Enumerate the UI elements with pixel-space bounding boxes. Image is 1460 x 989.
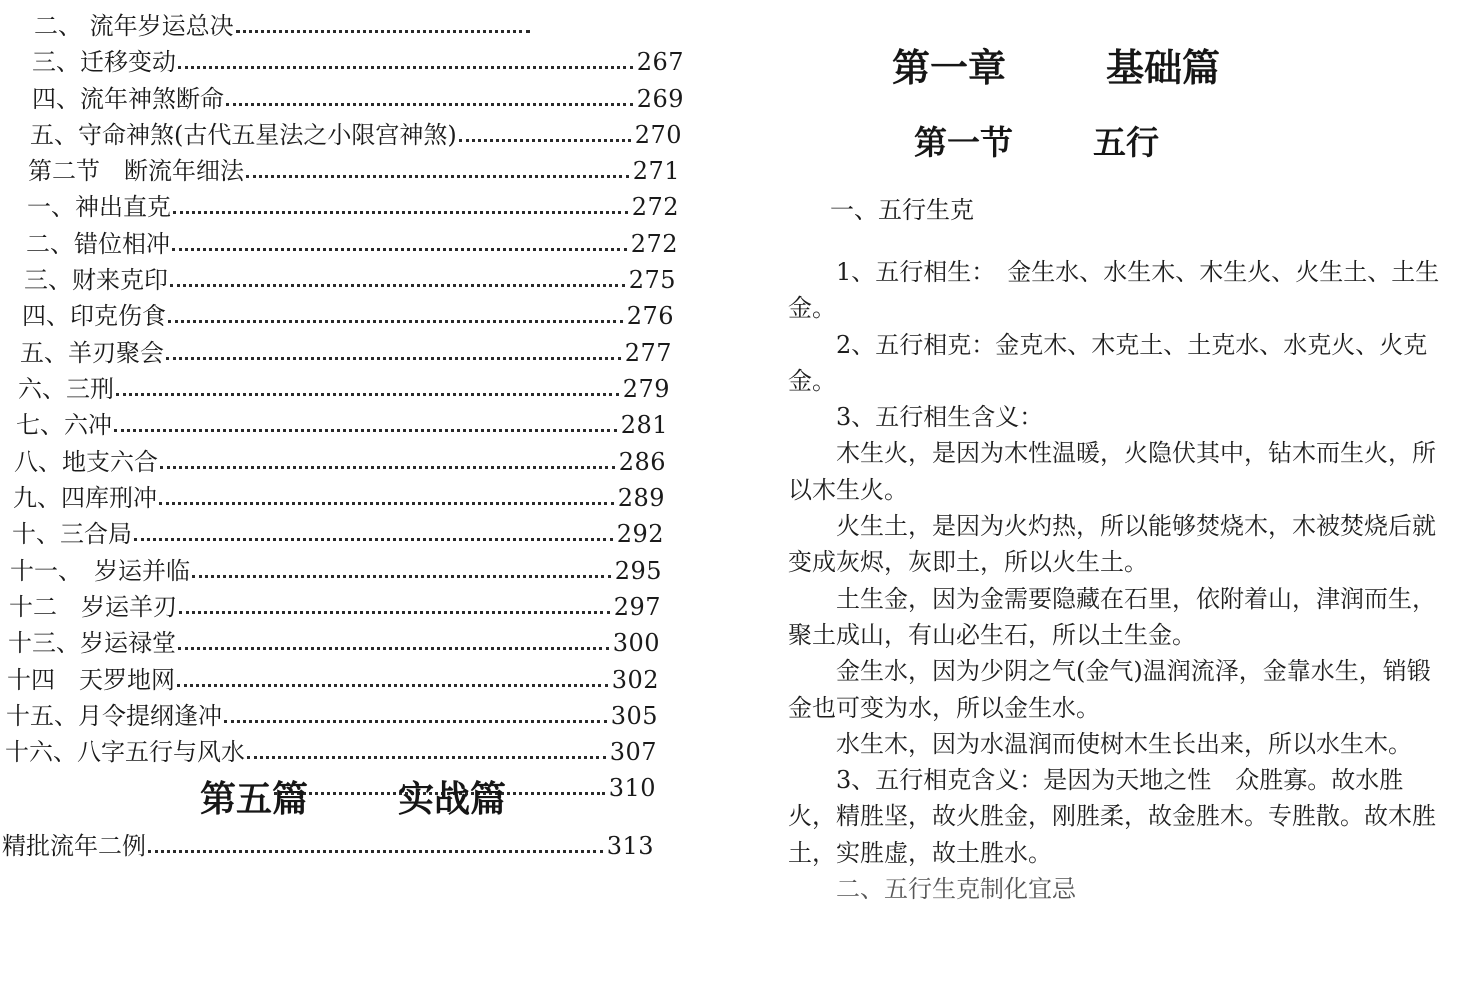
toc-entry-page: 272 [631,193,679,221]
subheading: 一、五行生克 [830,196,974,224]
toc-entry [13,478,665,512]
toc-entry-page: 297 [613,593,661,621]
toc-entry-page: 276 [626,302,674,330]
toc-entry-title: 十二 岁运羊刃 [9,593,177,621]
toc-entry-page: 310 [608,774,656,802]
toc-entry-title: 三、财来克印 [24,266,168,294]
part-title: 实战篇 [398,779,507,820]
toc-entry [27,187,679,221]
toc-leader-dots [148,850,603,853]
toc-entry [30,115,682,149]
toc-entry-title: 十四 天罗地网 [7,666,175,694]
toc-entry-title: 一、神出直克 [27,193,171,221]
part-heading [200,776,506,824]
toc-entry [22,296,674,330]
toc-leader-dots [246,175,629,178]
section-number: 第一节 [914,123,1013,162]
paragraph: 火生土，是因为火灼热，所以能够焚烧木，木被焚烧后就变成灰烬，灰即土，所以火生土。 [788,512,1436,577]
toc-leader-dots [173,211,628,214]
toc-entry [26,224,678,258]
paragraph: 金生水，因为少阴之气(金气)温润流泽，金靠水生，销锻金也可变为水，所以金生水。 [788,657,1431,722]
toc-entry-title: 四、印克伤食 [22,302,166,330]
toc-entry-title: 六、三刑 [18,375,114,403]
toc-entry-title: 第二节 断流年细法 [28,157,244,185]
toc-leader-dots [178,647,609,650]
toc-entry-title: 十一、 岁运并临 [10,557,190,585]
toc-entry [14,442,666,476]
toc-entry-page: 267 [636,48,684,76]
paragraph: 二、五行生克制化宜忌 [836,875,1076,904]
toc-entry-title: 二、错位相冲 [26,230,170,258]
toc-leader-dots [224,720,607,723]
toc-leader-dots [168,320,623,323]
toc-entry-page: 292 [616,520,664,548]
section-title: 五行 [1093,123,1159,162]
toc-leader-dots [192,575,611,578]
toc-entry-page: 300 [612,629,660,657]
toc-entry-title: 四、流年神煞断命 [32,85,224,113]
chapter-title: 基础篇 [1106,46,1221,90]
toc-entry-page: 281 [620,411,668,439]
paragraph: 3、五行相生含义： [836,403,1044,432]
toc-entry [20,333,672,367]
left-page [0,0,720,989]
toc-leader-dots [226,103,633,106]
toc-entry-title: 八、地支六合 [14,448,158,476]
toc-entry-title: 三、迁移变动 [32,48,176,76]
toc-entry-title: 十、三合局 [12,520,132,548]
toc-entry [32,79,684,113]
toc-entry-page: 302 [611,666,659,694]
toc-entry-page: 270 [634,121,682,149]
chapter-heading [892,42,1220,94]
toc-entry-page: 286 [618,448,666,476]
toc-entry-title: 十六、八字五行与风水 [5,738,245,766]
toc-entry [28,151,680,185]
toc-leader-dots [247,756,606,759]
section-heading [914,120,1159,166]
toc-entry-page: 295 [614,557,662,585]
toc-entry-page: 289 [617,484,665,512]
toc-entry-page: 279 [622,375,670,403]
toc-leader-dots [178,66,633,69]
toc-entry [10,551,662,585]
toc-leader-dots [160,466,615,469]
chapter-number: 第一章 [892,46,1007,90]
toc-entry [32,42,684,76]
toc-entry-title: 九、四库刑冲 [13,484,157,512]
toc-entry-page: 313 [606,832,654,860]
toc-leader-dots [236,30,530,33]
toc-entry-title: 五、守命神煞(古代五星法之小限宫神煞) [30,121,457,149]
paragraph: 3、五行相克含义：是因为天地之性 众胜寡。故水胜火，精胜坚，故火胜金，刚胜柔，故金胜木。专胜散。故木胜土，实胜虚，故土胜水。 [788,766,1436,867]
toc-entry [5,732,657,766]
toc-entry [16,405,668,439]
toc-entry-title: 二、 流年岁运总决 [34,12,234,40]
toc-entry-page: 275 [628,266,676,294]
toc-leader-dots [114,429,617,432]
toc-entry-page: 271 [632,157,680,185]
right-page [740,0,1460,989]
toc-leader-dots [179,611,610,614]
toc-entry-page: 307 [609,738,657,766]
toc-entry [12,514,664,548]
toc-entry-page: 277 [624,339,672,367]
toc-entry-page: 272 [630,230,678,258]
paragraph: 2、五行相克：金克木、木克土、土克水、水克火、火克金。 [788,330,1428,395]
toc-leader-dots [172,248,627,251]
toc-leader-dots [134,538,613,541]
toc-leader-dots [170,284,625,287]
toc-entry-page: 269 [636,85,684,113]
toc-entry [34,6,534,40]
toc-leader-dots [116,393,619,396]
toc-entry-title: 五、羊刃聚会 [20,339,164,367]
toc-entry [2,826,654,860]
toc-entry-title: 七、六冲 [16,411,112,439]
paragraph: 木生火，是因为木性温暖，火隐伏其中，钻木而生火，所以木生火。 [788,439,1436,504]
toc-entry [6,696,658,730]
toc-leader-dots [166,357,621,360]
toc-entry [7,660,659,694]
toc-entry-page: 305 [610,702,658,730]
paragraph: 水生木，因为水温润而使树木生长出来，所以水生木。 [836,729,1412,758]
toc-entry-title: 精批流年二例 [2,832,146,860]
toc-entry [9,587,661,621]
toc-entry [18,369,670,403]
toc-entry-title: 十三、岁运禄堂 [8,629,176,657]
toc-entry-title: 十五、月令提纲逢冲 [6,702,222,730]
part-number: 第五篇 [200,779,309,820]
toc-entry [24,260,676,294]
toc-leader-dots [459,139,631,142]
body-text [788,254,1446,907]
paragraph: 土生金，因为金需要隐藏在石里，依附着山，津润而生，聚土成山，有山必生石，所以土生金。 [788,584,1436,649]
paragraph: 1、五行相生： 金生水、水生木、木生火、火生土、土生金。 [788,258,1440,323]
toc-entry [8,623,660,657]
toc-leader-dots [159,502,614,505]
toc-leader-dots [177,684,608,687]
